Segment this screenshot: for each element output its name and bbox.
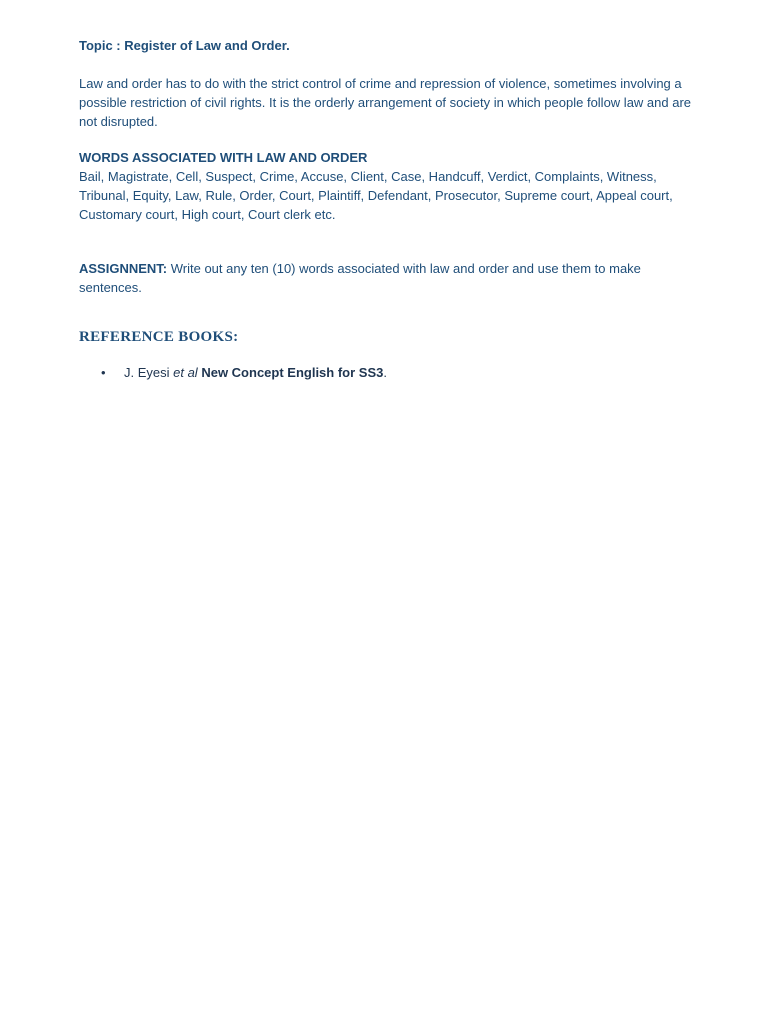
intro-paragraph: Law and order has to do with the strict control of crime and repression of violence, sometimes involving a possible restriction of civil rights. It is the orderly arrangement of society in which people follow law and are not disrupted. <box>79 76 692 129</box>
reference-author: J. Eyesi <box>124 365 174 380</box>
assignment-text: Write out any ten (10) words associated with law and order and use them to make sentences. <box>79 261 641 295</box>
reference-title: New Concept English for SS3 <box>201 365 384 380</box>
topic-title: Topic : Register of Law and Order. <box>79 38 290 53</box>
reference-heading: REFERENCE BOOKS: <box>79 329 239 345</box>
reference-item <box>79 363 699 382</box>
reference-list <box>79 363 699 382</box>
assignment-paragraph <box>79 259 699 297</box>
reference-end: . <box>383 365 387 380</box>
reference-etal: et al <box>173 365 198 380</box>
bullet-icon: • <box>101 365 106 380</box>
words-heading: WORDS ASSOCIATED WITH LAW AND ORDER <box>79 150 368 165</box>
assignment-label: ASSIGNNENT: <box>79 261 168 276</box>
words-list: Bail, Magistrate, Cell, Suspect, Crime, Accuse, Client, Case, Handcuff, Verdict, Complaints, Witness, Tribunal, Equity, Law, Rule, Order, Court, Plaintiff, Defendant, Prosecutor, Supreme court, Appeal court, Customary court, High court, Court clerk etc. <box>79 169 673 222</box>
document-page <box>79 36 699 382</box>
